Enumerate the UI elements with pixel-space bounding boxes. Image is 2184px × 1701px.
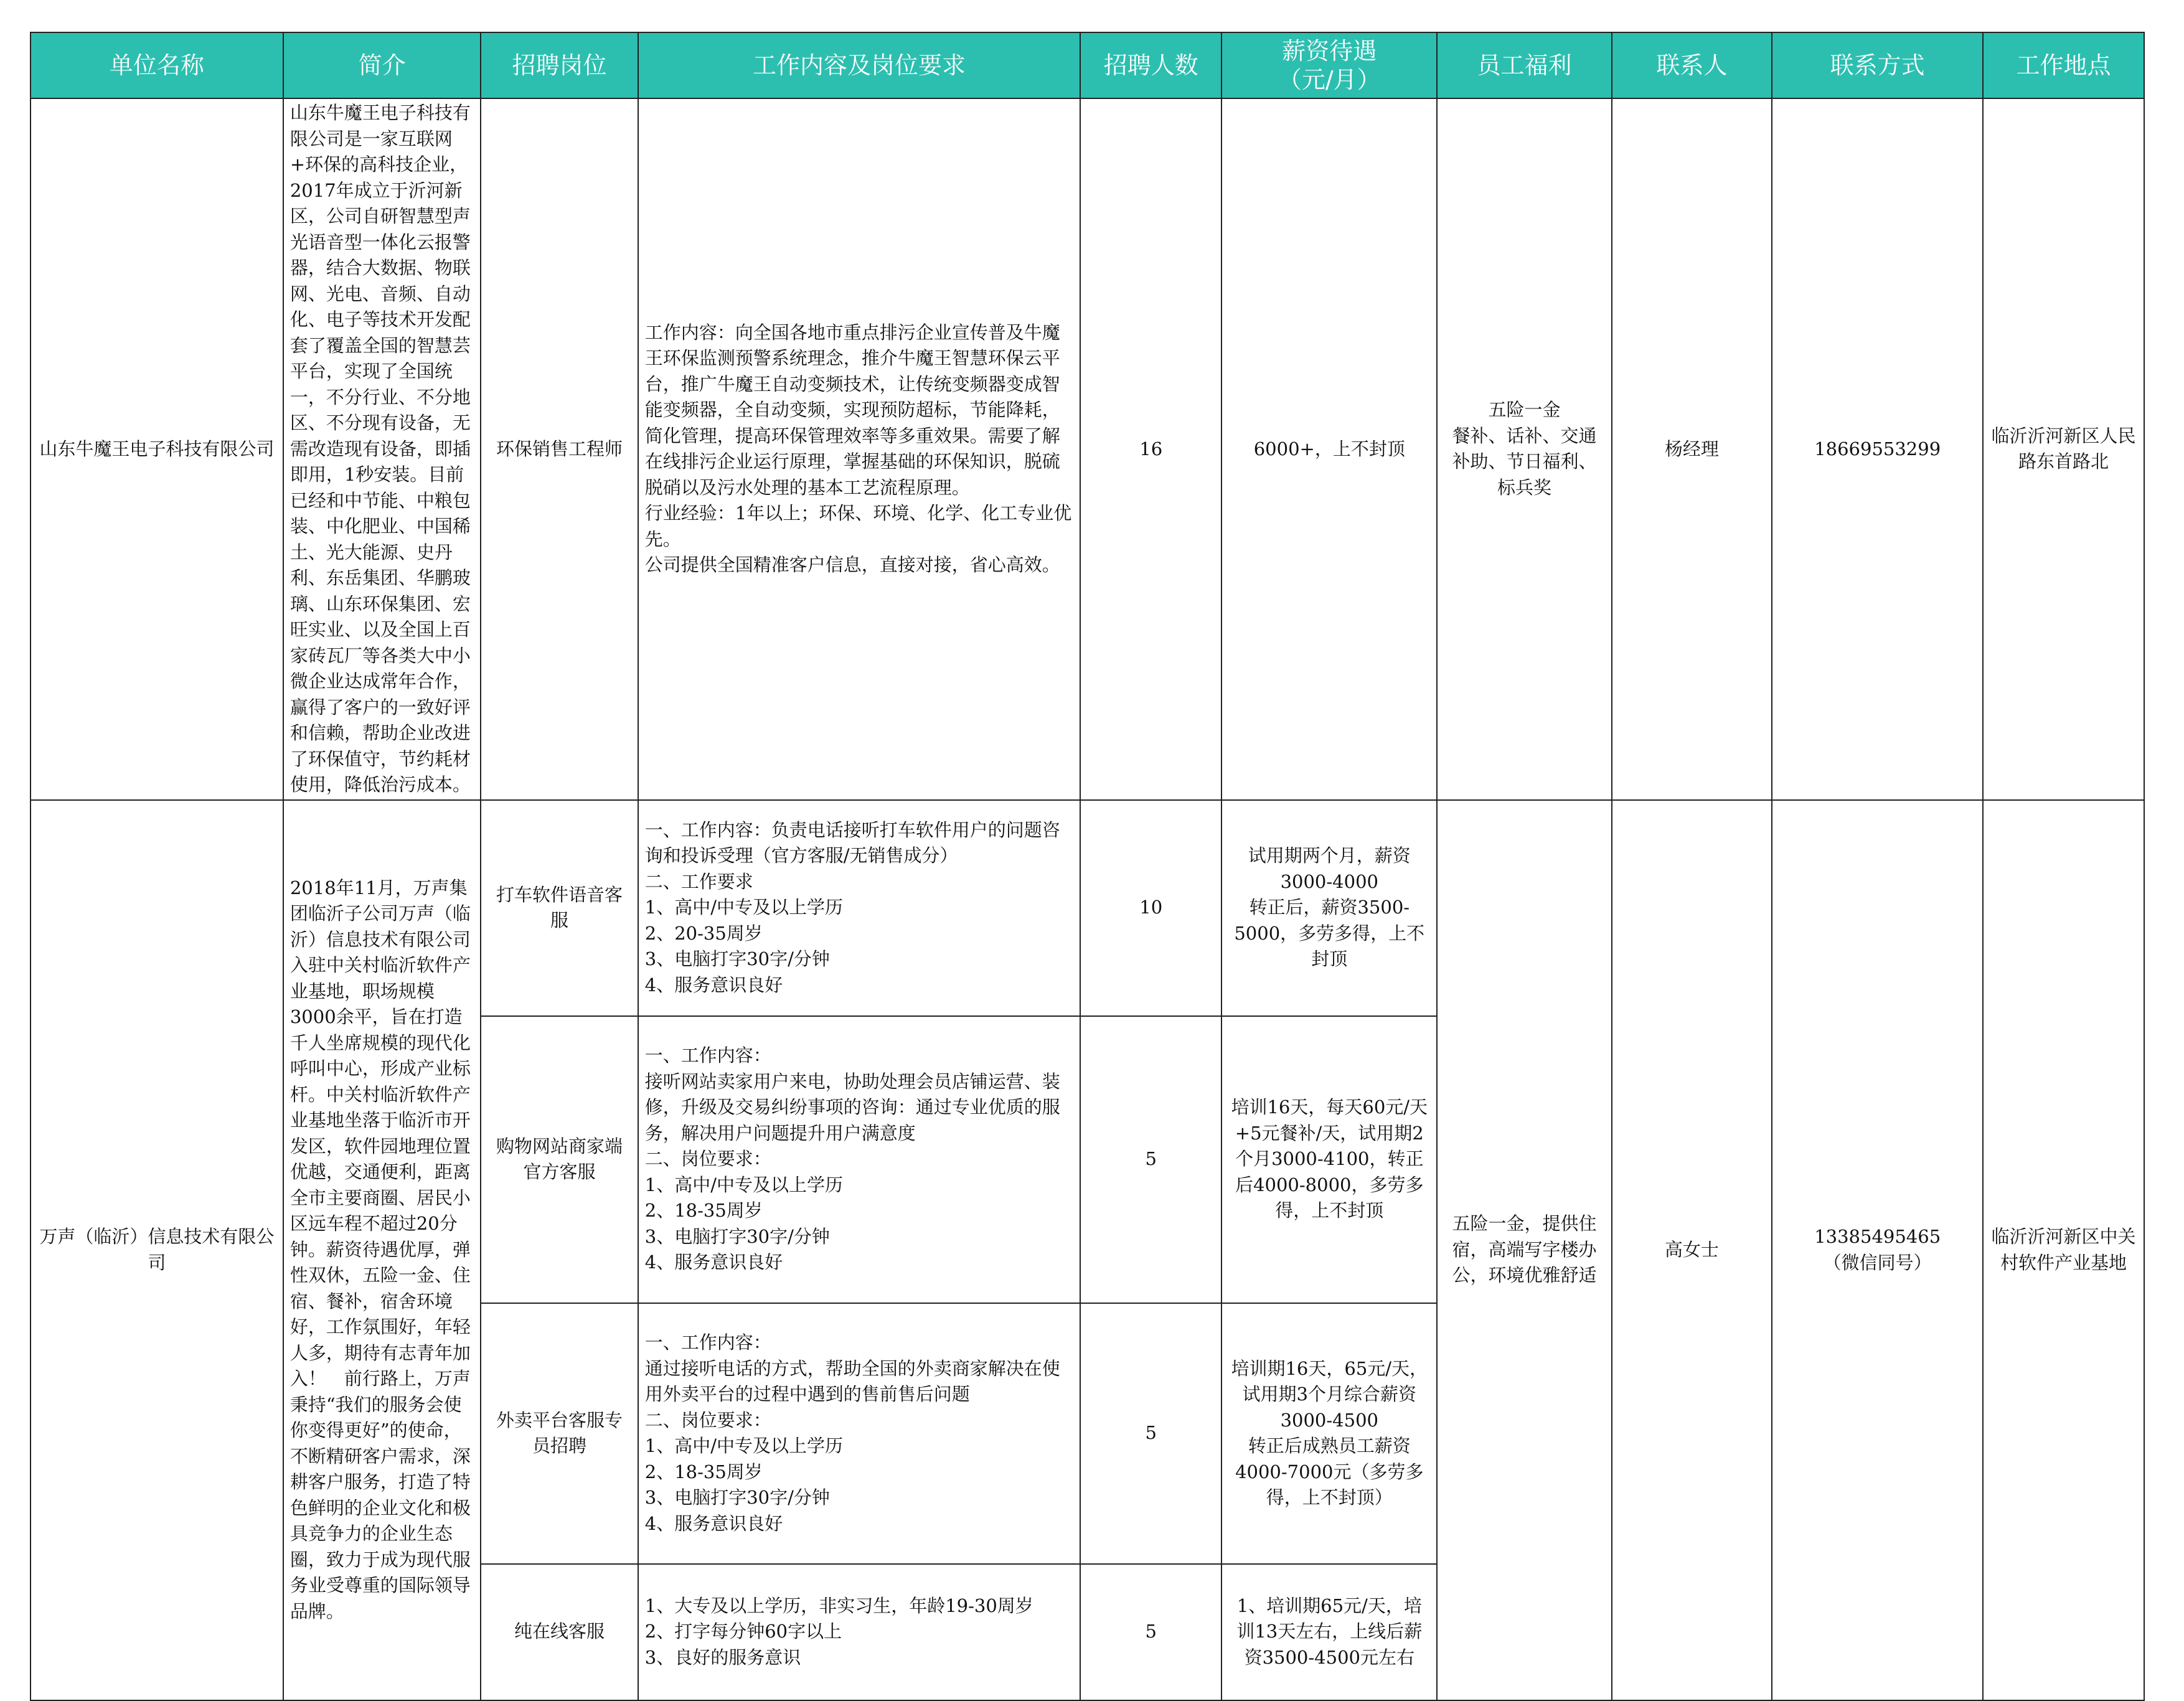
contact-info: 13385495465 （微信同号） [1772,800,1983,1700]
position-requirements: 一、工作内容： 通过接听电话的方式，帮助全国的外卖商家解决在使用外卖平台的过程中遇到的售前售后问题 二、岗位要求： 1、高中/中专及以上学历 2、18-35周岁 3、电脑打字30字/分钟 4、服务意识良好 [638,1303,1081,1564]
header-contact-info: 联系方式 [1772,32,1983,98]
header-salary: 薪资待遇 （元/月） [1221,32,1437,98]
company-intro: 2018年11月，万声集团临沂子公司万声（临沂）信息技术有限公司入驻中关村临沂软件产业基地，职场规模3000余平，旨在打造千人坐席规模的现代化呼叫中心，形成产业标杆。中关村临沂软件产业基地坐落于临沂市开发区，软件园地理位置优越，交通便利，距离全市主要商圈、居民小区远车程不超过20分钟。薪资待遇优厚，弹性双休，五险一金、住宿、餐补，宿舍环境好，工作氛围好，年轻人多，期待有志青年加入！ 前行路上，万声秉持“我们的服务会使你变得更好”的使命，不断精研客户需求，深耕客户服务，打造了特色鲜明的企业文化和极具竞争力的企业生态圈，致力于成为现代服务业受尊重的国际领导品牌。 [283,800,481,1700]
position-salary: 1、培训期65元/天，培训13天左右，上线后薪资3500-4500元左右 [1221,1564,1437,1700]
recruitment-table [30,32,2145,1701]
header-benefits: 员工福利 [1437,32,1611,98]
header-contact-person: 联系人 [1612,32,1772,98]
header-requirements: 工作内容及岗位要求 [638,32,1081,98]
company-name: 山东牛魔王电子科技有限公司 [31,98,283,800]
position-count: 5 [1080,1303,1221,1564]
position-requirements: 1、大专及以上学历，非实习生，年龄19-30周岁 2、打字每分钟60字以上 3、良好的服务意识 [638,1564,1081,1700]
company-intro: 山东牛魔王电子科技有限公司是一家互联网+环保的高科技企业，2017年成立于沂河新区，公司自研智慧型声光语音型一体化云报警器，结合大数据、物联网、光电、音频、自动化、电子等技术开发配套了覆盖全国的智慧芸平台，实现了全国统一，不分行业、不分地区、不分现有设备，无需改造现有设备，即插即用，1秒安装。目前已经和中节能、中粮包装、中化肥业、中国稀土、光大能源、史丹利、东岳集团、华鹏玻璃、山东环保集团、宏旺实业、以及全国上百家砖瓦厂等各类大中小微企业达成常年合作，赢得了客户的一致好评和信赖，帮助企业改进了环保值守，节约耗材使用，降低治污成本。 [283,98,481,800]
position-count: 5 [1080,1564,1221,1700]
header-row [31,32,2144,98]
company-benefits: 五险一金 餐补、话补、交通补助、节日福利、标兵奖 [1437,98,1611,800]
table-row [31,800,2144,1016]
header-intro: 简介 [283,32,481,98]
company-benefits: 五险一金，提供住宿，高端写字楼办公，环境优雅舒适 [1437,800,1611,1700]
position-requirements: 一、工作内容：负责电话接听打车软件用户的问题咨询和投诉受理（官方客服/无销售成分） 二、工作要求 1、高中/中专及以上学历 2、20-35周岁 3、电脑打字30字/分钟 4、服务意识良好 [638,800,1081,1016]
position-title: 外卖平台客服专员招聘 [481,1303,638,1564]
work-location: 临沂沂河新区人民路东首路北 [1983,98,2144,800]
header-count: 招聘人数 [1080,32,1221,98]
position-count: 5 [1080,1016,1221,1303]
position-salary: 培训16天，每天60元/天+5元餐补/天，试用期2个月3000-4100，转正后4000-8000，多劳多得，上不封顶 [1221,1016,1437,1303]
contact-person: 高女士 [1612,800,1772,1700]
position-title: 纯在线客服 [481,1564,638,1700]
position-requirements: 一、工作内容： 接听网站卖家用户来电，协助处理会员店铺运营、装修，升级及交易纠纷事项的咨询：通过专业优质的服务，解决用户问题提升用户满意度 二、岗位要求： 1、高中/中专及以上学历 2、18-35周岁 3、电脑打字30字/分钟 4、服务意识良好 [638,1016,1081,1303]
position-salary: 6000+，上不封顶 [1221,98,1437,800]
company-name: 万声（临沂）信息技术有限公司 [31,800,283,1700]
contact-person: 杨经理 [1612,98,1772,800]
position-salary: 培训期16天，65元/天，试用期3个月综合薪资3000-4500 转正后成熟员工薪资4000-7000元（多劳多得，上不封顶） [1221,1303,1437,1564]
position-title: 打车软件语音客服 [481,800,638,1016]
header-company-name: 单位名称 [31,32,283,98]
table-row [31,98,2144,800]
header-location: 工作地点 [1983,32,2144,98]
position-title: 环保销售工程师 [481,98,638,800]
position-count: 16 [1080,98,1221,800]
header-position: 招聘岗位 [481,32,638,98]
position-count: 10 [1080,800,1221,1016]
contact-info: 18669553299 [1772,98,1983,800]
position-requirements: 工作内容：向全国各地市重点排污企业宣传普及牛魔王环保监测预警系统理念，推介牛魔王智慧环保云平台，推广牛魔王自动变频技术，让传统变频器变成智能变频器，全自动变频，实现预防超标，节能降耗，简化管理，提高环保管理效率等多重效果。需要了解在线排污企业运行原理，掌握基础的环保知识，脱硫脱硝以及污水处理的基本工艺流程原理。 行业经验：1年以上；环保、环境、化学、化工专业优先。 公司提供全国精准客户信息，直接对接，省心高效。 [638,98,1081,800]
work-location: 临沂沂河新区中关村软件产业基地 [1983,800,2144,1700]
position-salary: 试用期两个月，薪资3000-4000 转正后，薪资3500-5000，多劳多得，上不封顶 [1221,800,1437,1016]
position-title: 购物网站商家端官方客服 [481,1016,638,1303]
